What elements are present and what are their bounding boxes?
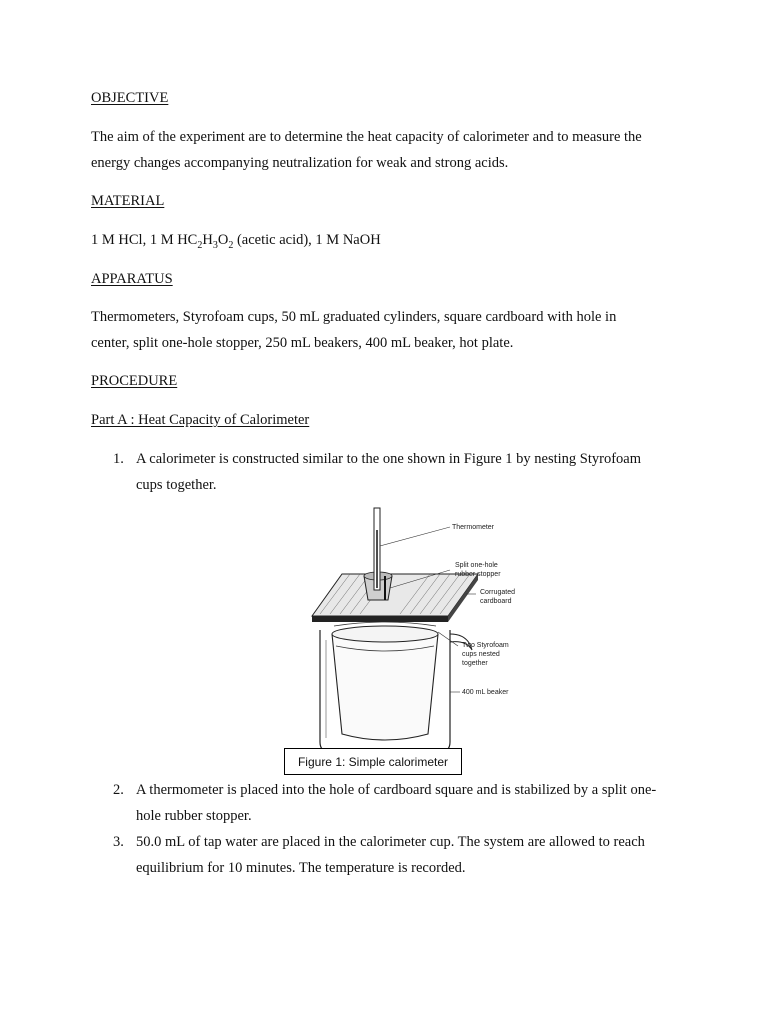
subscript: 2: [228, 239, 234, 251]
subscript: 2: [197, 239, 203, 251]
label-stopper-1: Split one-hole: [455, 562, 498, 569]
label-cardboard-1: Corrugated: [480, 589, 516, 596]
objective-text-line-1: The aim of the experiment are to determine the heat capacity of calorimeter and to measure the: [91, 129, 642, 145]
material-text-part: 1 M HCl, 1 M HC: [91, 232, 198, 248]
material-text-part: (acetic acid), 1 M NaOH: [233, 232, 381, 248]
step-text-line-2: equilibrium for 10 minutes. The temperature is recorded.: [136, 860, 466, 876]
material-heading: MATERIAL: [91, 193, 165, 209]
cardboard-edge: [312, 616, 448, 622]
label-thermometer: Thermometer: [452, 524, 495, 531]
procedure-heading: PROCEDURE: [91, 373, 178, 389]
subscript: 3: [212, 239, 218, 251]
objective-text-line-2: energy changes accompanying neutralization for weak and strong acids.: [91, 155, 509, 171]
part-a-heading: Part A : Heat Capacity of Calorimeter: [91, 412, 310, 428]
objective-heading: OBJECTIVE: [91, 90, 169, 106]
label-cups-2: cups nested: [462, 651, 500, 658]
outer-cup: [332, 634, 438, 740]
label-beaker: 400 mL beaker: [462, 689, 509, 696]
step-number: 2.: [113, 782, 124, 798]
step-text-line-2: hole rubber stopper.: [136, 808, 252, 824]
step-text-line-1: A thermometer is placed into the hole of cardboard square and is stabilized by a split one-: [136, 782, 657, 798]
step-number: 3.: [113, 834, 124, 850]
cup-rim: [332, 626, 438, 642]
label-cups-3: together: [462, 660, 488, 667]
step-number: 1.: [113, 451, 124, 467]
material-text-part: O: [217, 232, 229, 248]
label-cups-1: Two Styrofoam: [462, 642, 509, 649]
figure-caption: Figure 1: Simple calorimeter: [284, 748, 462, 775]
material-text: [91, 232, 381, 251]
material-text-part: H: [202, 232, 213, 248]
calorimeter-figure: [290, 500, 530, 762]
apparatus-text-line-2: center, split one-hole stopper, 250 mL beakers, 400 mL beaker, hot plate.: [91, 335, 514, 351]
apparatus-heading: APPARATUS: [91, 271, 173, 287]
cup-lip: [334, 622, 436, 626]
step-text-line-2: cups together.: [136, 477, 217, 493]
label-cardboard-2: cardboard: [480, 598, 512, 605]
label-stopper-2: rubber stopper: [455, 571, 501, 578]
step-text-line-1: 50.0 mL of tap water are placed in the calorimeter cup. The system are allowed to reach: [136, 834, 645, 850]
step-text-line-1: A calorimeter is constructed similar to the one shown in Figure 1 by nesting Styrofoam: [136, 451, 641, 467]
apparatus-text-line-1: Thermometers, Styrofoam cups, 50 mL graduated cylinders, square cardboard with hole in: [91, 309, 617, 325]
calorimeter-illustration: [290, 500, 530, 762]
